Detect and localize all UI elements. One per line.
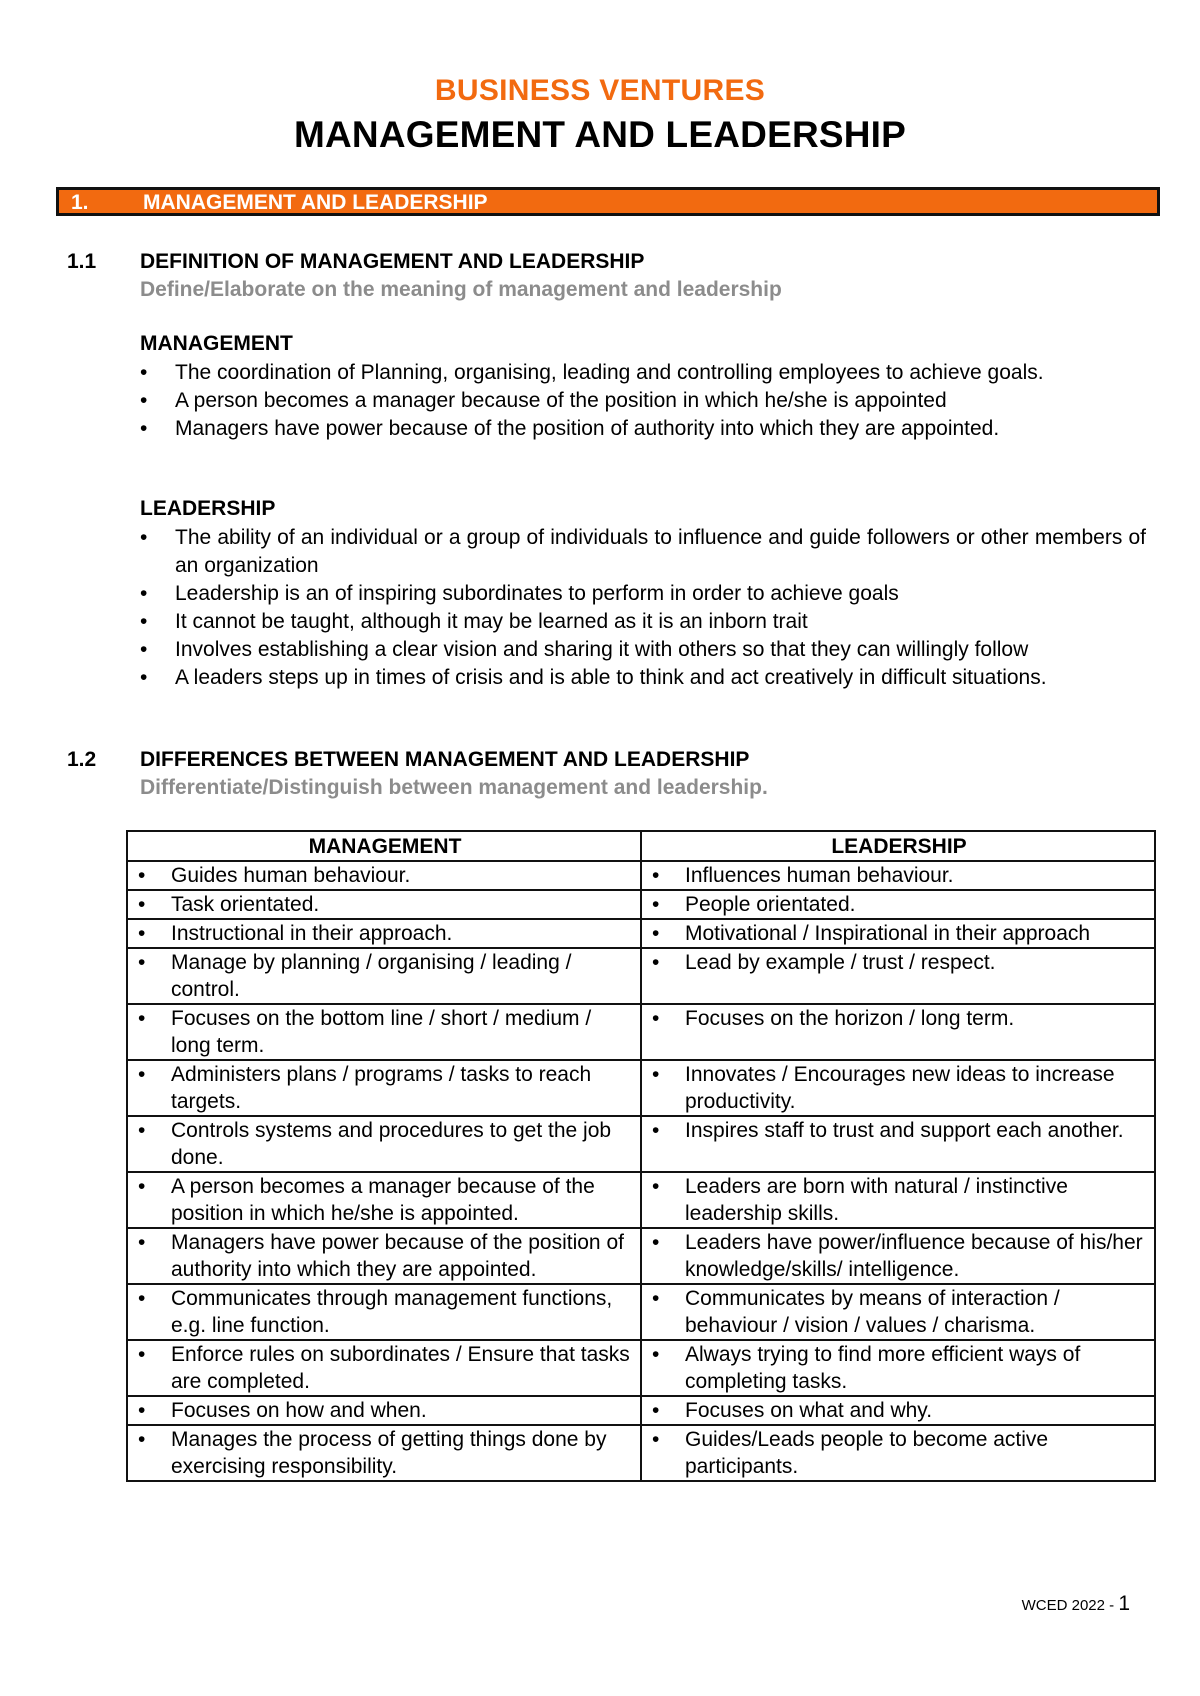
cell-leadership <box>641 1284 1155 1340</box>
cell-text: • Innovates / Encourages new ideas to increase productivity. <box>650 1061 1148 1115</box>
table-row <box>127 1396 1155 1425</box>
table-row <box>127 1116 1155 1172</box>
cell-text: • Lead by example / trust / respect. <box>650 949 1148 976</box>
section-banner <box>56 187 1160 216</box>
cell-leadership <box>641 948 1155 1004</box>
cell-text: • Instructional in their approach. <box>136 920 634 947</box>
table-row <box>127 1340 1155 1396</box>
cell-text: • People orientated. <box>650 891 1148 918</box>
section-1-1-instruction: Define/Elaborate on the meaning of management and leadership <box>140 278 782 301</box>
table-row <box>127 1060 1155 1116</box>
cell-leadership <box>641 1060 1155 1116</box>
section-title: DEFINITION OF MANAGEMENT AND LEADERSHIP <box>140 250 645 273</box>
page-footer <box>900 1592 1130 1616</box>
banner-number: 1. <box>71 191 89 214</box>
list-item: • The coordination of Planning, organising, leading and controlling employees to achieve goals. <box>140 359 1146 387</box>
cell-text: • Administers plans / programs / tasks to reach targets. <box>136 1061 634 1115</box>
section-number: 1.1 <box>67 250 97 273</box>
list-item: • It cannot be taught, although it may be learned as it is an inborn trait <box>140 608 1146 636</box>
table-row <box>127 1004 1155 1060</box>
cell-text: • A person becomes a manager because of the position in which he/she is appointed. <box>136 1173 634 1227</box>
table-row <box>127 1228 1155 1284</box>
list-item: • Leadership is an of inspiring subordinates to perform in order to achieve goals <box>140 580 1146 608</box>
cell-text: • Leaders are born with natural / instinctive leadership skills. <box>650 1173 1148 1227</box>
cell-text: • Communicates through management functions, e.g. line function. <box>136 1285 634 1339</box>
section-1-2-instruction: Differentiate/Distinguish between management and leadership. <box>140 776 768 799</box>
table-row <box>127 948 1155 1004</box>
cell-text: • Leaders have power/influence because of his/her knowledge/skills/ intelligence. <box>650 1229 1148 1283</box>
cell-leadership <box>641 1004 1155 1060</box>
cell-leadership <box>641 919 1155 948</box>
cell-text: • Motivational / Inspirational in their approach <box>650 920 1148 947</box>
differences-table <box>126 830 1156 1482</box>
cell-management <box>127 1172 641 1228</box>
cell-management <box>127 1396 641 1425</box>
table-row <box>127 861 1155 890</box>
cell-leadership <box>641 1425 1155 1481</box>
header-leadership: LEADERSHIP <box>641 831 1155 861</box>
cell-management <box>127 1340 641 1396</box>
table-row <box>127 919 1155 948</box>
cell-management <box>127 1425 641 1481</box>
section-number: 1.2 <box>67 748 97 771</box>
cell-leadership <box>641 1396 1155 1425</box>
cell-leadership <box>641 861 1155 890</box>
cell-management <box>127 861 641 890</box>
cell-management <box>127 890 641 919</box>
cell-text: • Inspires staff to trust and support each another. <box>650 1117 1148 1144</box>
cell-leadership <box>641 1172 1155 1228</box>
cell-leadership <box>641 1228 1155 1284</box>
management-heading: MANAGEMENT <box>140 332 293 355</box>
page-number: 1 <box>1118 1592 1130 1615</box>
table-header-row <box>127 831 1155 861</box>
cell-text: • Focuses on the horizon / long term. <box>650 1005 1148 1032</box>
cell-management <box>127 948 641 1004</box>
cell-text: • Task orientated. <box>136 891 634 918</box>
subject-title: BUSINESS VENTURES <box>434 74 766 107</box>
cell-text: • Always trying to find more efficient ways of completing tasks. <box>650 1341 1148 1395</box>
cell-text: • Enforce rules on subordinates / Ensure that tasks are completed. <box>136 1341 634 1395</box>
cell-text: • Influences human behaviour. <box>650 862 1148 889</box>
cell-text: • Managers have power because of the position of authority into which they are appointed. <box>136 1229 634 1283</box>
list-item: • A leaders steps up in times of crisis and is able to think and act creatively in difficult situations. <box>140 664 1146 692</box>
header-management: MANAGEMENT <box>127 831 641 861</box>
cell-management <box>127 919 641 948</box>
cell-management <box>127 1116 641 1172</box>
cell-leadership <box>641 1340 1155 1396</box>
table-row <box>127 890 1155 919</box>
section-title: DIFFERENCES BETWEEN MANAGEMENT AND LEADERSHIP <box>140 748 750 771</box>
list-item: • A person becomes a manager because of the position in which he/she is appointed <box>140 387 1146 415</box>
cell-management <box>127 1004 641 1060</box>
cell-text: • Controls systems and procedures to get the job done. <box>136 1117 634 1171</box>
cell-text: • Manages the process of getting things done by exercising responsibility. <box>136 1426 634 1480</box>
list-item: • Involves establishing a clear vision and sharing it with others so that they can willingly follow <box>140 636 1146 664</box>
cell-text: • Focuses on how and when. <box>136 1397 634 1424</box>
leadership-heading: LEADERSHIP <box>140 497 276 520</box>
document-title: MANAGEMENT AND LEADERSHIP <box>293 114 907 155</box>
cell-management <box>127 1228 641 1284</box>
cell-text: • Guides human behaviour. <box>136 862 634 889</box>
cell-text: • Communicates by means of interaction / behaviour / vision / values / charisma. <box>650 1285 1148 1339</box>
management-list <box>140 359 1146 443</box>
table-row <box>127 1172 1155 1228</box>
table-row <box>127 1284 1155 1340</box>
list-item: • Managers have power because of the position of authority into which they are appointed. <box>140 415 1146 443</box>
leadership-list <box>140 524 1146 692</box>
cell-management <box>127 1060 641 1116</box>
table-row <box>127 1425 1155 1481</box>
footer-label: WCED 2022 - <box>1021 1597 1119 1614</box>
cell-text: • Focuses on the bottom line / short / medium / long term. <box>136 1005 634 1059</box>
banner-text: MANAGEMENT AND LEADERSHIP <box>143 191 488 214</box>
cell-leadership <box>641 1116 1155 1172</box>
cell-leadership <box>641 890 1155 919</box>
cell-text: • Focuses on what and why. <box>650 1397 1148 1424</box>
list-item: • The ability of an individual or a group of individuals to influence and guide followers or other members of an organization <box>140 524 1146 580</box>
cell-management <box>127 1284 641 1340</box>
cell-text: • Guides/Leads people to become active participants. <box>650 1426 1148 1480</box>
cell-text: • Manage by planning / organising / leading / control. <box>136 949 634 1003</box>
